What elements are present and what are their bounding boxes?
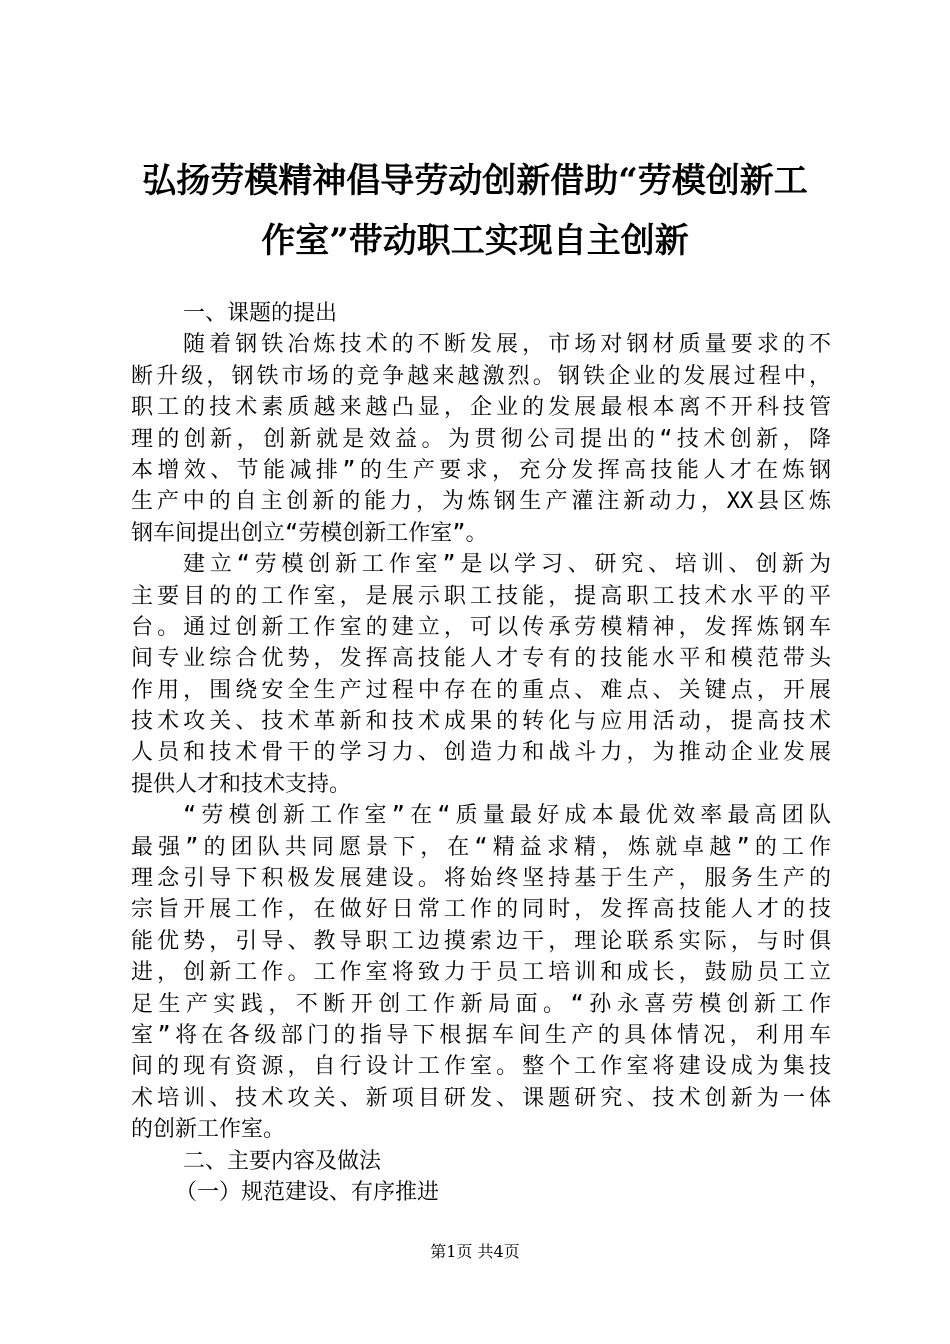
document-title-line-1: 弘扬劳模精神倡导劳动创新借助“劳模创新工 <box>142 161 808 201</box>
paragraph-3-line: 术培训、技术攻关、新项目研发、课题研究、技术创新为一体 <box>131 1085 831 1111</box>
paragraph-1-line: 生产中的自主创新的能力，为炼钢生产灌注新动力，XX县区炼 <box>131 489 831 515</box>
paragraph-2-line: 主要目的的工作室，是展示职工技能，提高职工技术水平的平 <box>131 583 831 609</box>
paragraph-2-line: 人员和技术骨干的学习力、创造力和战斗力，为推动企业发展 <box>131 740 831 766</box>
paragraph-3-line: 最强”的团队共同愿景下，在“精益求精，炼就卓越”的工作 <box>131 834 831 860</box>
paragraph-2-line: 技术攻关、技术革新和技术成果的转化与应用活动，提高技术 <box>131 709 831 735</box>
paragraph-1-line: 职工的技术素质越来越凸显，企业的发展最根本离不开科技管 <box>131 395 831 421</box>
paragraph-2-line: 间专业综合优势，发挥高技能人才专有的技能水平和模范带头 <box>131 646 831 672</box>
paragraph-3-line: 间的现有资源，自行设计工作室。整个工作室将建设成为集技 <box>131 1054 831 1080</box>
paragraph-1-line: 钢车间提出创立“劳模创新工作室”。 <box>131 520 488 546</box>
paragraph-1-line: 随着钢铁冶炼技术的不断发展，市场对钢材质量要求的不 <box>183 332 831 358</box>
document-body <box>131 298 831 1208</box>
paragraph-2-line: 提供人才和技术支持。 <box>131 771 352 797</box>
subsection-heading-1: （一）规范建设、有序推进 <box>175 1179 440 1205</box>
paragraph-3-line: 足生产实践，不断开创工作新局面。“孙永喜劳模创新工作 <box>131 991 831 1017</box>
paragraph-3-line: 理念引导下积极发展建设。将始终坚持基于生产，服务生产的 <box>131 866 831 892</box>
paragraph-3-line: 室”将在各级部门的指导下根据车间生产的具体情况，利用车 <box>131 1022 831 1048</box>
paragraph-3-line: 的创新工作室。 <box>131 1117 286 1143</box>
paragraph-2-line: 建立“劳模创新工作室”是以学习、研究、培训、创新为 <box>183 552 831 578</box>
paragraph-3-line: 能优势，引导、教导职工边摸索边干，理论联系实际，与时俱 <box>131 928 831 954</box>
paragraph-2-line: 作用，围绕安全生产过程中存在的重点、难点、关键点，开展 <box>131 677 831 703</box>
section-heading-1: 一、课题的提出 <box>183 301 338 326</box>
paragraph-1-line: 理的创新，创新就是效益。为贯彻公司提出的“技术创新，降 <box>131 426 831 452</box>
paragraph-3-line: “劳模创新工作室”在“质量最好成本最优效率最高团队 <box>183 803 831 829</box>
document-title-line-2: 作室”带动职工实现自主创新 <box>261 221 689 261</box>
page-number-footer: 第1页 共4页 <box>430 1242 520 1261</box>
paragraph-3-line: 进，创新工作。工作室将致力于员工培训和成长，鼓励员工立 <box>131 960 831 986</box>
paragraph-3-line: 宗旨开展工作，在做好日常工作的同时，发挥高技能人才的技 <box>131 897 831 923</box>
section-heading-2: 二、主要内容及做法 <box>183 1148 382 1174</box>
paragraph-1-line: 断升级，钢铁市场的竞争越来越激烈。钢铁企业的发展过程中， <box>131 363 831 389</box>
paragraph-1-line: 本增效、节能减排”的生产要求，充分发挥高技能人才在炼钢 <box>131 457 831 483</box>
paragraph-2-line: 台。通过创新工作室的建立，可以传承劳模精神，发挥炼钢车 <box>131 614 831 640</box>
